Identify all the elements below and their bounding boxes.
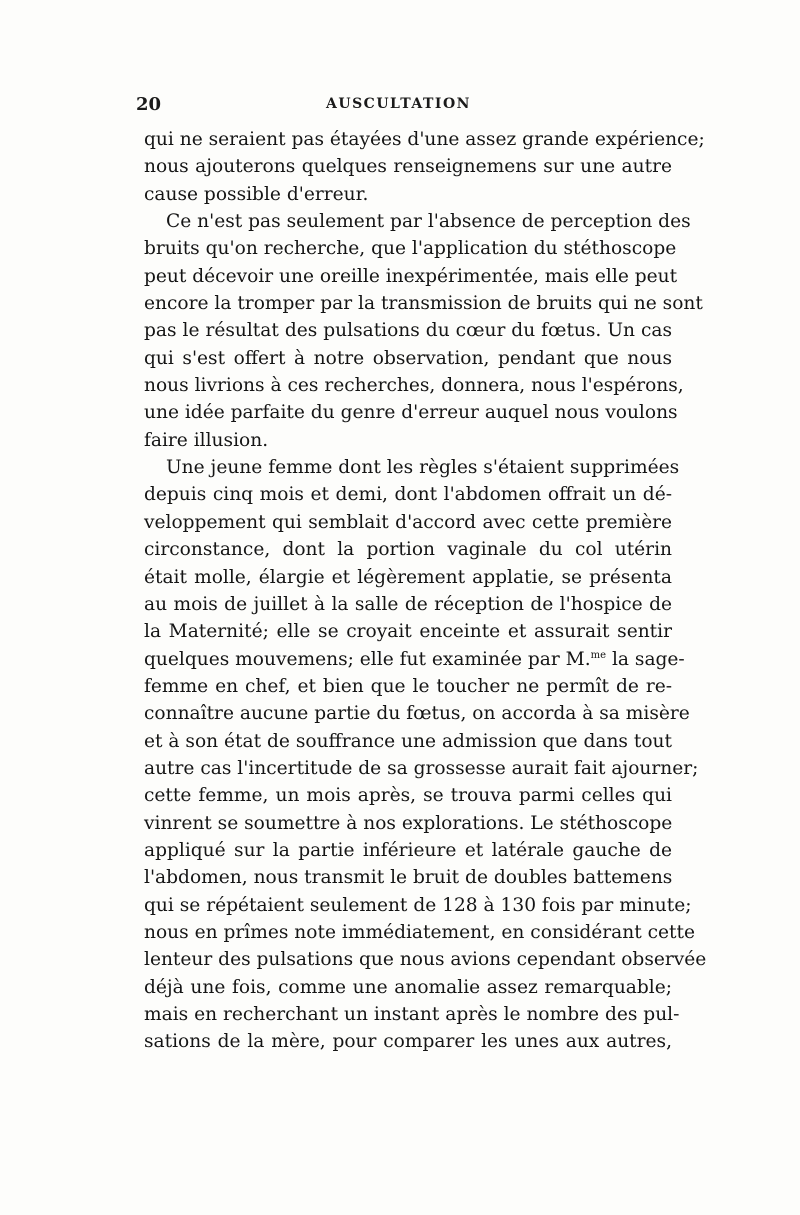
text-line: une idée parfaite du genre d'erreur auquel nous voulons	[144, 402, 678, 424]
text-line: cause possible d'erreur.	[144, 183, 369, 205]
text-line: la Maternité; elle se croyait enceinte et assurait sentir	[144, 621, 672, 643]
text-line: faire illusion.	[144, 429, 269, 451]
text-line: nous livrions à ces recherches, donnera, nous l'espérons,	[144, 375, 684, 397]
text-line: depuis cinq mois et demi, dont l'abdomen offrait un dé-	[144, 484, 672, 506]
text-line: connaître aucune partie du fœtus, on accorda à sa misère	[144, 703, 690, 725]
text-line: cette femme, un mois après, se trouva parmi celles qui	[144, 785, 672, 807]
text-line: veloppement qui semblait d'accord avec cette première	[144, 511, 672, 533]
text-line: mais en recherchant un instant après le nombre des pul-	[144, 1004, 680, 1025]
text-line: appliqué sur la partie inférieure et latérale gauche de	[144, 839, 672, 861]
text-line: qui ne seraient pas étayées d'une assez grande expérience;	[144, 129, 705, 150]
text-line: au mois de juillet à la salle de réception de l'hospice de	[144, 593, 672, 615]
text-line: pas le résultat des pulsations du cœur du fœtus. Un cas	[144, 320, 672, 342]
running-title: AUSCULTATION	[326, 96, 471, 112]
text-line: peut décevoir une oreille inexpérimentée, mais elle peut	[144, 265, 678, 287]
text-line: était molle, élargie et légèrement applatie, se présenta	[144, 566, 672, 588]
text-line: vinrent se soumettre à nos explorations. Le stéthoscope	[144, 812, 673, 834]
text-line: déjà une fois, comme une anomalie assez remarquable;	[144, 976, 672, 998]
page-number: 20	[136, 94, 162, 115]
text-line: sations de la mère, pour comparer les unes aux autres,	[144, 1031, 672, 1053]
text-line: femme en chef, et bien que le toucher ne permît de re-	[144, 675, 672, 697]
text-line: qui s'est offert à notre observation, pendant que nous	[144, 347, 672, 369]
text-line: Une jeune femme dont les règles s'étaient supprimées	[166, 457, 680, 479]
text-line: lenteur des pulsations que nous avions cependant observée	[144, 949, 707, 971]
text-line: encore la tromper par la transmission de bruits qui ne sont	[144, 293, 703, 315]
text-line: et à son état de souffrance une admission que dans tout	[144, 730, 672, 752]
text-line: autre cas l'incertitude de sa grossesse aurait fait ajourner;	[144, 757, 699, 779]
text-line: qui se répétaient seulement de 128 à 130 fois par minute;	[144, 894, 692, 916]
text-line: nous en prîmes note immédiatement, en considérant cette	[144, 921, 695, 943]
body-text	[144, 126, 707, 1056]
text-line: bruits qu'on recherche, que l'application du stéthoscope	[144, 238, 677, 260]
text-line: nous ajouterons quelques renseignemens sur une autre	[144, 156, 672, 178]
text-line: quelques mouvemens; elle fut examinée par M.$^{me}$ la sage-	[144, 648, 685, 670]
text-line: Ce n'est pas seulement par l'absence de perception des	[166, 211, 691, 233]
text-line: circonstance, dont la portion vaginale du col utérin	[144, 539, 672, 561]
running-head	[122, 94, 682, 120]
text-line: l'abdomen, nous transmit le bruit de doubles battemens	[144, 867, 673, 889]
